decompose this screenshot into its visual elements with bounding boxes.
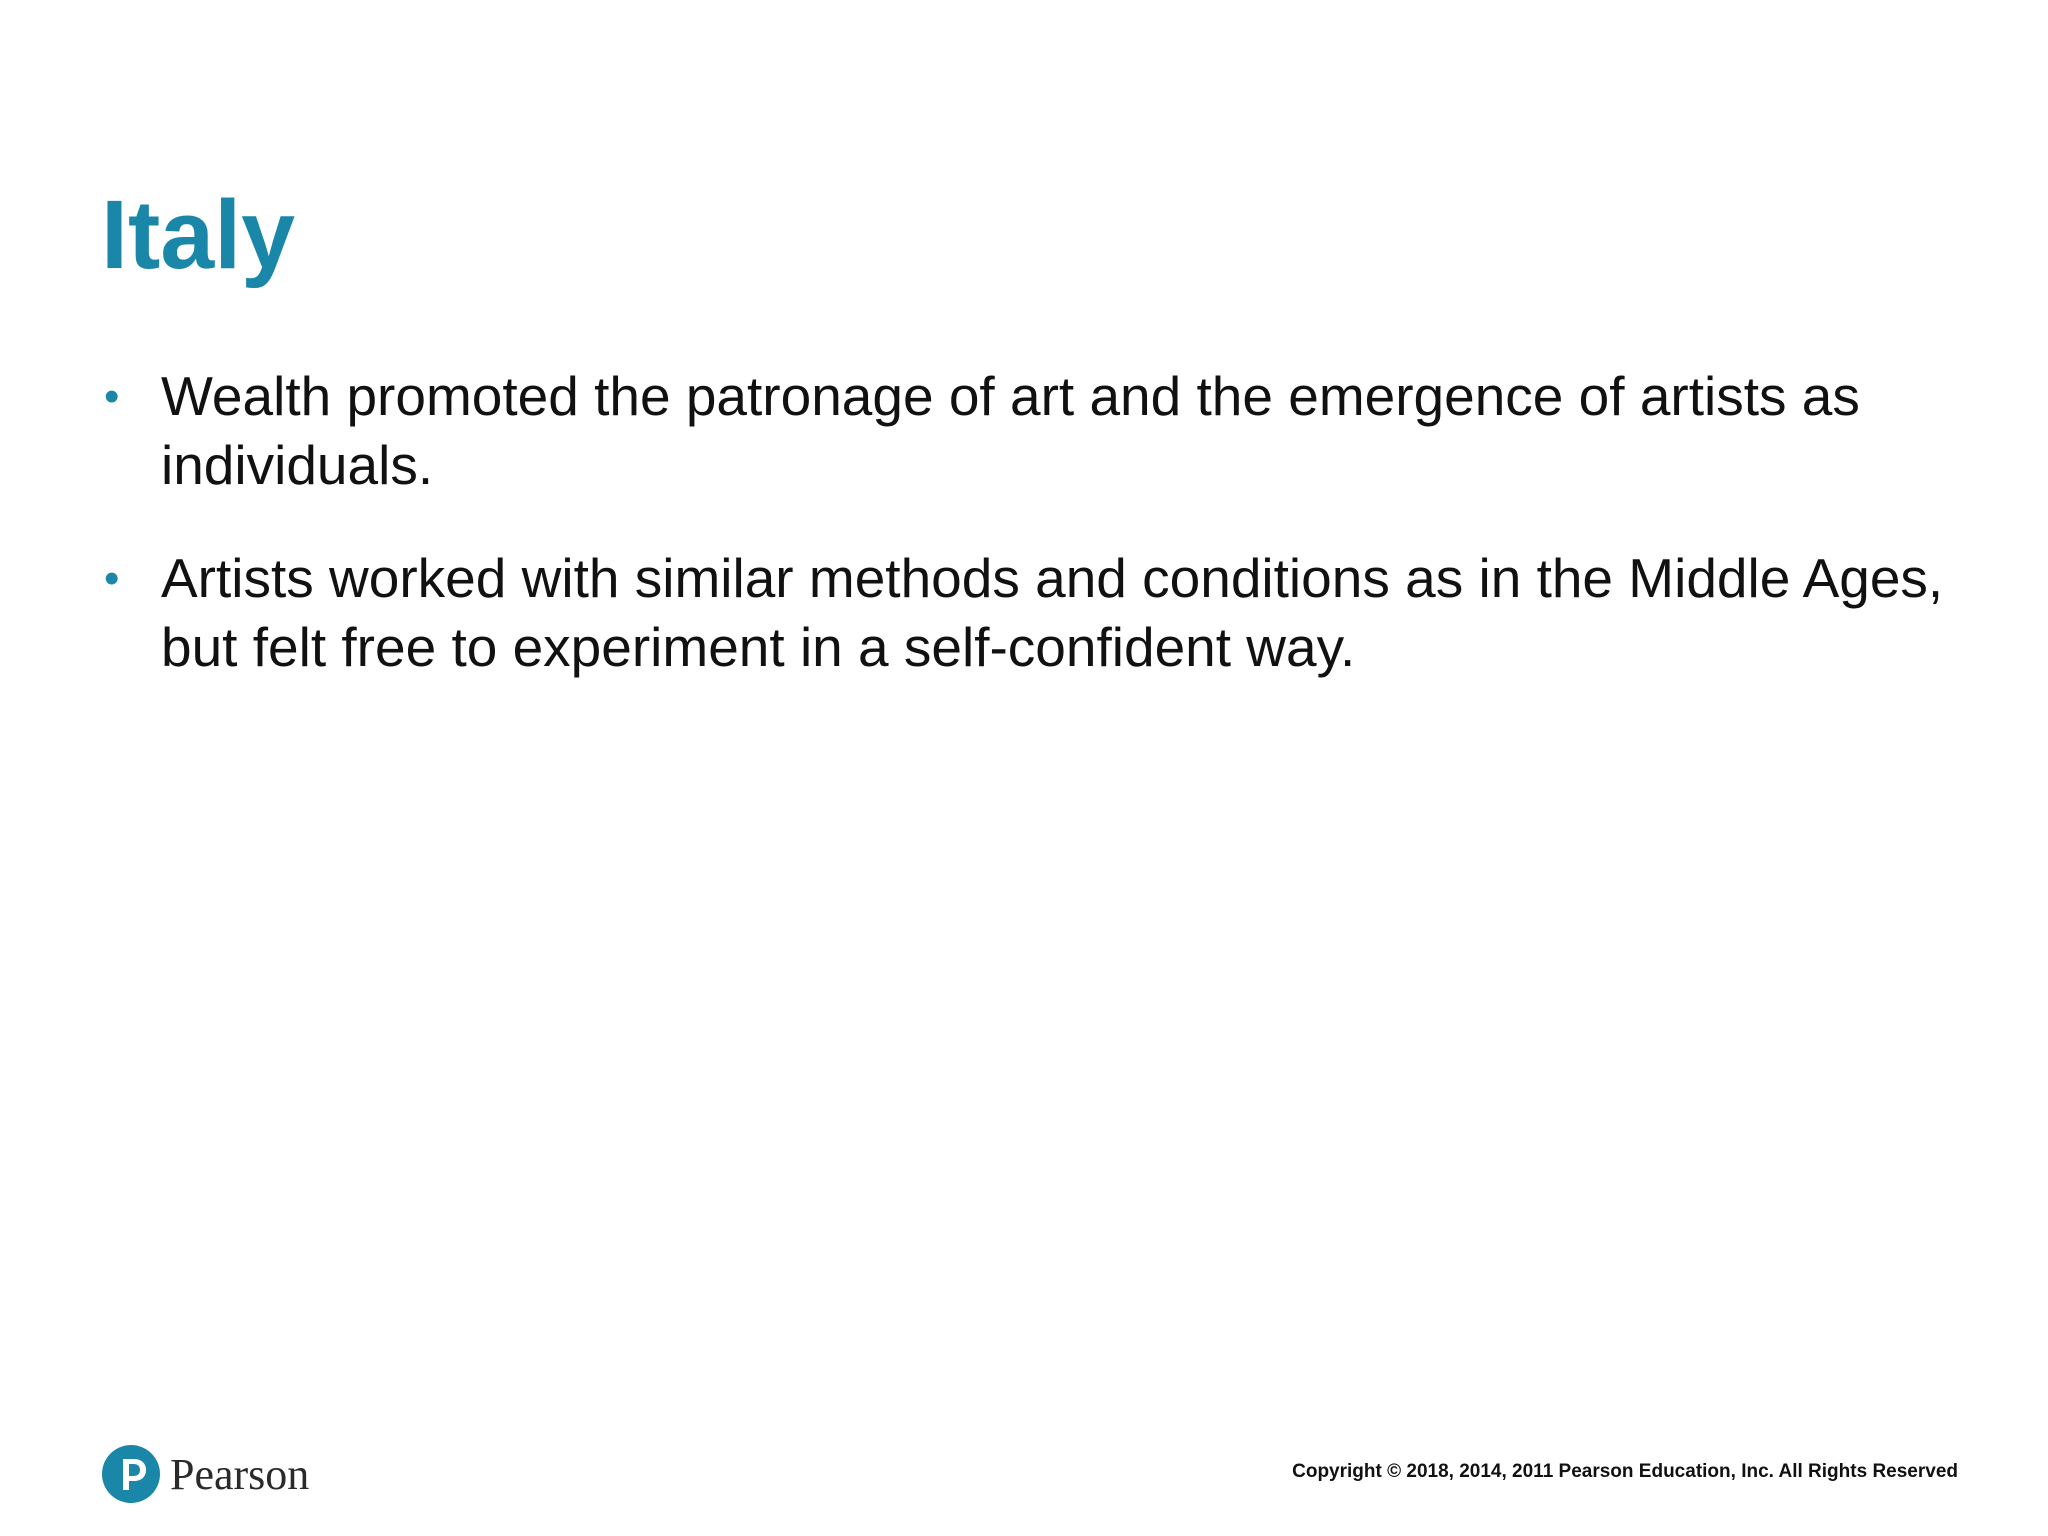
pearson-p-icon	[102, 1445, 160, 1503]
bullet-item	[101, 544, 1981, 682]
bullet-dot-icon: •	[104, 372, 120, 421]
copyright-notice: Copyright © 2018, 2014, 2011 Pearson Education, Inc. All Rights Reserved	[1292, 1461, 1958, 1482]
pearson-logo	[102, 1441, 309, 1507]
bullet-text: Artists worked with similar methods and conditions as in the Middle Ages, but felt free to experiment in a self-confident way.	[161, 547, 1944, 678]
bullet-dot-icon: •	[104, 554, 120, 603]
pearson-wordmark: Pearson	[170, 1449, 310, 1499]
bullet-text: Wealth promoted the patronage of art and the emergence of artists as individuals.	[161, 365, 1860, 496]
bullet-item	[101, 362, 1981, 500]
slide-title: Italy	[101, 180, 296, 289]
bullet-list	[101, 362, 1981, 726]
